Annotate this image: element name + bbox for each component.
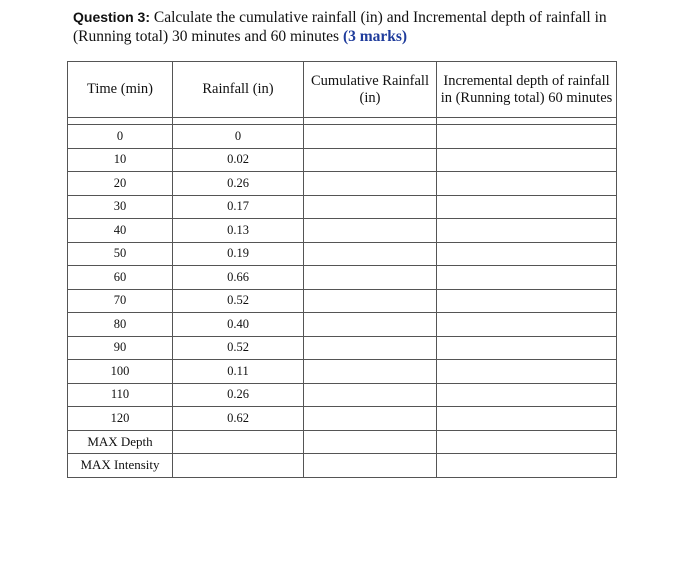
time-cell: 90 xyxy=(68,336,173,360)
rainfall-cell: 0.26 xyxy=(173,172,304,196)
max-depth-incremental-cell[interactable] xyxy=(437,430,617,454)
table-row xyxy=(68,360,617,384)
cumulative-cell[interactable] xyxy=(304,195,437,219)
rainfall-cell: 0.40 xyxy=(173,313,304,337)
rainfall-cell: 0.26 xyxy=(173,383,304,407)
spacer-cell xyxy=(68,118,173,125)
table-row xyxy=(68,148,617,172)
rainfall-cell: 0.02 xyxy=(173,148,304,172)
incremental-cell[interactable] xyxy=(437,125,617,149)
incremental-cell[interactable] xyxy=(437,172,617,196)
time-cell: 110 xyxy=(68,383,173,407)
spacer-cell xyxy=(173,118,304,125)
rainfall-cell: 0.52 xyxy=(173,289,304,313)
table-row xyxy=(68,125,617,149)
incremental-cell[interactable] xyxy=(437,242,617,266)
max-depth-row xyxy=(68,430,617,454)
time-cell: 0 xyxy=(68,125,173,149)
table-spacer-row xyxy=(68,118,617,125)
spacer-cell xyxy=(304,118,437,125)
rainfall-cell: 0.66 xyxy=(173,266,304,290)
table-row xyxy=(68,266,617,290)
rainfall-cell: 0.62 xyxy=(173,407,304,431)
incremental-cell[interactable] xyxy=(437,195,617,219)
rainfall-cell: 0.17 xyxy=(173,195,304,219)
incremental-cell[interactable] xyxy=(437,407,617,431)
question-text xyxy=(73,8,633,46)
spacer-cell xyxy=(437,118,617,125)
time-cell: 100 xyxy=(68,360,173,384)
max-depth-cumulative-cell[interactable] xyxy=(304,430,437,454)
table-row xyxy=(68,195,617,219)
table-row xyxy=(68,336,617,360)
question-label: Question 3: xyxy=(73,9,151,25)
rainfall-cell: 0.52 xyxy=(173,336,304,360)
incremental-cell[interactable] xyxy=(437,148,617,172)
rainfall-cell: 0.13 xyxy=(173,219,304,243)
question-body: Calculate the cumulative rainfall (in) and Incremental depth of rainfall in (Running total) 30 minutes and 60 minutes xyxy=(73,9,607,45)
table-row xyxy=(68,219,617,243)
cumulative-cell[interactable] xyxy=(304,219,437,243)
cumulative-cell[interactable] xyxy=(304,125,437,149)
time-cell: 20 xyxy=(68,172,173,196)
incremental-cell[interactable] xyxy=(437,219,617,243)
time-cell: 120 xyxy=(68,407,173,431)
cumulative-cell[interactable] xyxy=(304,407,437,431)
question-marks: (3 marks) xyxy=(342,28,408,45)
header-incremental: Incremental depth of rainfall in (Running total) 60 minutes xyxy=(437,62,617,118)
cumulative-cell[interactable] xyxy=(304,383,437,407)
header-rainfall: Rainfall (in) xyxy=(173,62,304,118)
time-cell: 60 xyxy=(68,266,173,290)
max-intensity-row xyxy=(68,454,617,478)
max-depth-rainfall-cell[interactable] xyxy=(173,430,304,454)
header-cumulative: Cumulative Rainfall (in) xyxy=(304,62,437,118)
max-intensity-label: MAX Intensity xyxy=(68,454,173,478)
time-cell: 30 xyxy=(68,195,173,219)
table-row xyxy=(68,407,617,431)
time-cell: 40 xyxy=(68,219,173,243)
max-depth-label: MAX Depth xyxy=(68,430,173,454)
cumulative-cell[interactable] xyxy=(304,313,437,337)
cumulative-cell[interactable] xyxy=(304,360,437,384)
table-row xyxy=(68,313,617,337)
time-cell: 50 xyxy=(68,242,173,266)
header-time: Time (min) xyxy=(68,62,173,118)
cumulative-cell[interactable] xyxy=(304,148,437,172)
cumulative-cell[interactable] xyxy=(304,289,437,313)
incremental-cell[interactable] xyxy=(437,336,617,360)
rainfall-cell: 0.19 xyxy=(173,242,304,266)
incremental-cell[interactable] xyxy=(437,383,617,407)
incremental-cell[interactable] xyxy=(437,266,617,290)
time-cell: 10 xyxy=(68,148,173,172)
max-intensity-cumulative-cell[interactable] xyxy=(304,454,437,478)
incremental-cell[interactable] xyxy=(437,289,617,313)
max-intensity-incremental-cell[interactable] xyxy=(437,454,617,478)
cumulative-cell[interactable] xyxy=(304,172,437,196)
incremental-cell[interactable] xyxy=(437,360,617,384)
table-row xyxy=(68,289,617,313)
max-intensity-rainfall-cell[interactable] xyxy=(173,454,304,478)
time-cell: 70 xyxy=(68,289,173,313)
table-row xyxy=(68,383,617,407)
table-row xyxy=(68,242,617,266)
rainfall-cell: 0.11 xyxy=(173,360,304,384)
table-row xyxy=(68,172,617,196)
cumulative-cell[interactable] xyxy=(304,242,437,266)
rainfall-table xyxy=(67,61,617,478)
time-cell: 80 xyxy=(68,313,173,337)
rainfall-cell: 0 xyxy=(173,125,304,149)
incremental-cell[interactable] xyxy=(437,313,617,337)
cumulative-cell[interactable] xyxy=(304,336,437,360)
cumulative-cell[interactable] xyxy=(304,266,437,290)
